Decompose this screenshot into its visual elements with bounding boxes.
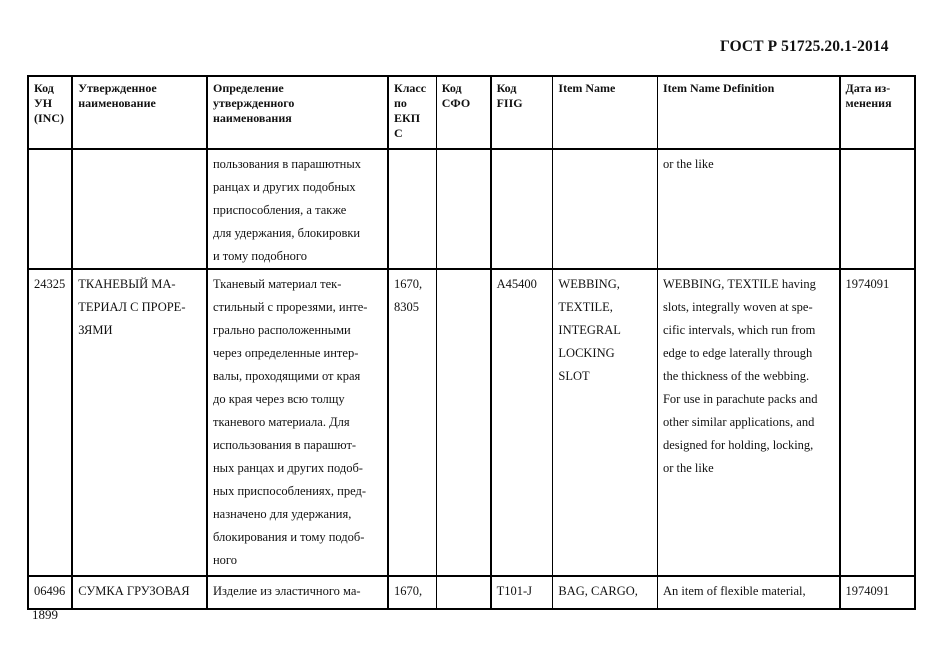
- cell-line: LOCKING: [558, 346, 615, 360]
- cell-line: ного: [212, 553, 237, 567]
- header-line: Код: [34, 81, 54, 95]
- table-row: [28, 576, 915, 609]
- cell-line: 1670,: [394, 277, 423, 291]
- document-code-header: ГОСТ Р 51725.20.1-2014: [720, 38, 889, 55]
- cell-item-name: [553, 149, 658, 269]
- cell-line: An item of flexible material,: [662, 584, 806, 598]
- header-line: наименования: [212, 111, 292, 125]
- cell-fiig: [491, 149, 553, 269]
- cell-line: СУМКА ГРУЗОВАЯ: [78, 584, 190, 598]
- cell-line: через определенные интер-: [212, 346, 359, 360]
- cell-line: ных ранцах и других подоб-: [212, 461, 363, 475]
- cell-definition: [207, 149, 388, 269]
- page-number: 1899: [32, 607, 58, 622]
- cell-item-name: [553, 576, 658, 609]
- cell-line: WEBBING,: [558, 277, 620, 291]
- cell-line: Тканевый материал тек-: [212, 277, 342, 291]
- header-line: Утвержденное: [78, 81, 157, 95]
- header-line: УН: [34, 96, 53, 110]
- cell-inc: [28, 149, 72, 269]
- cell-line: ТКАНЕВЫЙ МА-: [78, 277, 176, 291]
- cell-line: BAG, CARGO,: [558, 584, 638, 598]
- header-line: менения: [845, 96, 892, 110]
- cell-item-definition: [657, 149, 839, 269]
- cell-line: использования в парашют-: [212, 438, 357, 452]
- item-names-table: [27, 75, 916, 610]
- header-line: по: [394, 96, 407, 110]
- cell-line: INTEGRAL: [558, 323, 621, 337]
- cell-line: ЗЯМИ: [78, 323, 113, 337]
- col-header-sfo: [436, 76, 490, 149]
- cell-line: до края через всю толщу: [212, 392, 345, 406]
- cell-item-name: [553, 269, 658, 576]
- cell-line: стильный с прорезями, инте-: [212, 300, 368, 314]
- cell-approved-name: [72, 149, 207, 269]
- cell-change-date: 1974091: [840, 269, 916, 576]
- cell-line: other similar applications, and: [662, 415, 815, 429]
- cell-change-date: [840, 149, 916, 269]
- col-header-fiig: [491, 76, 553, 149]
- cell-line: грально расположенными: [212, 323, 351, 337]
- cell-inc: 06496: [28, 576, 72, 609]
- cell-line: or the like: [662, 157, 714, 171]
- cell-change-date: 1974091: [840, 576, 916, 609]
- cell-line: ных приспособлениях, пред-: [212, 484, 366, 498]
- cell-line: edge to edge laterally through: [662, 346, 813, 360]
- cell-item-definition: [657, 269, 839, 576]
- cell-line: cific intervals, which run from: [662, 323, 816, 337]
- col-header-class: [388, 76, 436, 149]
- cell-line: slots, integrally woven at spe-: [662, 300, 813, 314]
- cell-line: приспособления, а также: [212, 203, 347, 217]
- cell-class: [388, 576, 436, 609]
- cell-line: WEBBING, TEXTILE having: [662, 277, 816, 291]
- cell-sfo: [436, 269, 490, 576]
- cell-line: ранцах и других подобных: [212, 180, 356, 194]
- header-line: Определение: [212, 81, 284, 95]
- cell-item-definition: [657, 576, 839, 609]
- table-row: [28, 149, 915, 269]
- cell-line: the thickness of the webbing.: [662, 369, 810, 383]
- cell-line: ТЕРИАЛ С ПРОРЕ-: [78, 300, 186, 314]
- table-row: [28, 269, 915, 576]
- cell-line: 1670,: [394, 584, 423, 598]
- cell-line: TEXTILE,: [558, 300, 613, 314]
- header-line: наименование: [78, 96, 156, 110]
- cell-line: и тому подобного: [212, 249, 307, 263]
- cell-line: 8305: [394, 300, 419, 314]
- cell-sfo: [436, 149, 490, 269]
- cell-class: [388, 149, 436, 269]
- col-header-item-name: [553, 76, 658, 149]
- col-header-inc: [28, 76, 72, 149]
- header-line: (INC): [34, 111, 64, 125]
- cell-line: or the like: [662, 461, 714, 475]
- cell-line: блокирования и тому подоб-: [212, 530, 365, 544]
- cell-inc: 24325: [28, 269, 72, 576]
- cell-line: Изделие из эластичного ма-: [212, 584, 361, 598]
- cell-class: [388, 269, 436, 576]
- header-line: Item Name Definition: [662, 81, 775, 95]
- cell-fiig: T101-J: [491, 576, 553, 609]
- header-line: FIIG: [496, 96, 523, 110]
- cell-definition: [207, 576, 388, 609]
- header-line: СФО: [441, 96, 471, 110]
- cell-sfo: [436, 576, 490, 609]
- header-line: Класс: [394, 81, 427, 95]
- cell-line: тканевого материала. Для: [212, 415, 350, 429]
- header-line: Код: [496, 81, 517, 95]
- cell-fiig: A45400: [491, 269, 553, 576]
- header-line: ЕКП: [394, 111, 421, 125]
- col-header-change-date: [840, 76, 916, 149]
- cell-approved-name: [72, 576, 207, 609]
- cell-line: для удержания, блокировки: [212, 226, 361, 240]
- cell-line: валы, проходящими от края: [212, 369, 361, 383]
- header-line: утвержденного: [212, 96, 295, 110]
- header-line: Дата из-: [845, 81, 891, 95]
- header-line: С: [394, 126, 403, 140]
- header-line: Код: [441, 81, 462, 95]
- col-header-item-definition: [657, 76, 839, 149]
- cell-line: назначено для удержания,: [212, 507, 352, 521]
- cell-line: designed for holding, locking,: [662, 438, 814, 452]
- col-header-approved-name: [72, 76, 207, 149]
- cell-line: For use in parachute packs and: [662, 392, 818, 406]
- table-header-row: [28, 76, 915, 149]
- header-line: Item Name: [558, 81, 616, 95]
- col-header-definition: [207, 76, 388, 149]
- cell-line: SLOT: [558, 369, 590, 383]
- cell-approved-name: [72, 269, 207, 576]
- cell-line: пользования в парашютных: [212, 157, 362, 171]
- cell-definition: [207, 269, 388, 576]
